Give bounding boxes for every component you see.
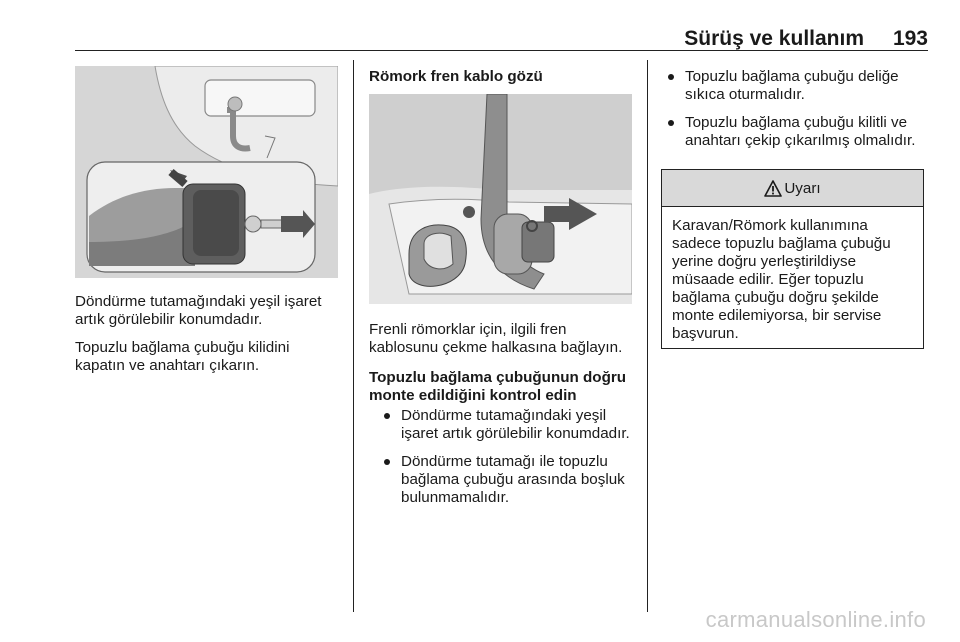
bullet-icon: [668, 74, 674, 80]
paragraph: Topuzlu bağlama çubuğu kilidini kapatın ve anahtarı çıkarın.: [75, 339, 290, 374]
column-1-text: [75, 293, 343, 385]
paragraph: Frenli römorklar için, ilgili fren kablosunu çekme halkasına bağlayın.: [369, 321, 623, 356]
header-divider: [75, 50, 928, 51]
list-item: Döndürme tutamağındaki yeşil işaret artık görülebilir konumdadır.: [379, 407, 631, 443]
column-divider-1: [353, 60, 354, 612]
section-heading: Römork fren kablo gözü: [369, 68, 543, 85]
warning-header: [662, 170, 923, 207]
warning-text: Karavan/Römork kullanımına sadece topuzlu bağlama çubuğu yerine doğru yerleştirildiyse müsaade edilir. Eğer topuzlu bağlama çubuğu doğru şekilde monte edilemiyorsa, bir servise başvurun.: [672, 217, 891, 342]
brake-cable-eyelet-illustration: [369, 94, 632, 304]
warning-title: Uyarı: [784, 179, 821, 197]
list-item: Topuzlu bağlama çubuğu kilitli ve anahtarı çekip çıkarılmış olmalıdır.: [663, 114, 931, 150]
column-divider-2: [647, 60, 648, 612]
warning-triangle-icon: [764, 180, 782, 197]
column-2-text: [369, 321, 631, 517]
column-3-text: [663, 68, 931, 160]
warning-box: [661, 169, 924, 349]
check-list: [369, 407, 631, 507]
towbar-lock-illustration: [75, 66, 338, 278]
list-item: Topuzlu bağlama çubuğu deliğe sıkıca oturmalıdır.: [663, 68, 931, 104]
bullet-icon: [384, 413, 390, 419]
requirement-list: [663, 68, 931, 150]
bullet-icon: [384, 459, 390, 465]
paragraph: Döndürme tutamağındaki yeşil işaret artık görülebilir konumdadır.: [75, 293, 322, 328]
page-number: 193: [892, 27, 928, 50]
bullet-icon: [668, 120, 674, 126]
list-item: Döndürme tutamağı ile topuzlu bağlama çubuğu arasında boşluk bulunmamalıdır.: [379, 453, 631, 507]
watermark: carmanualsonline.info: [705, 607, 926, 632]
section-title: Sürüş ve kullanım: [684, 27, 864, 50]
subheading: Topuzlu bağlama çubuğunun doğru monte edildiğini kontrol edin: [369, 369, 627, 404]
